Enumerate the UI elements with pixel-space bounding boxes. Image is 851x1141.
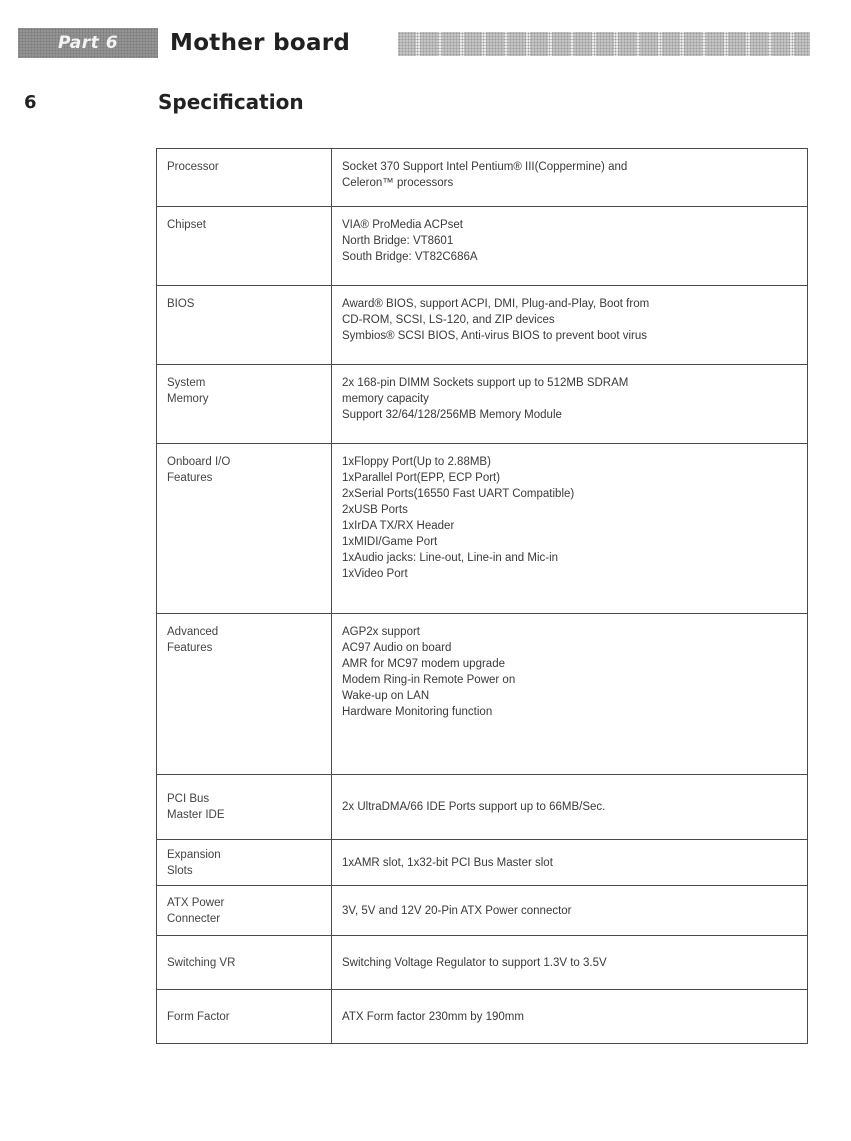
- spec-label: [157, 207, 332, 286]
- spec-value-line: AGP2x support: [342, 626, 420, 638]
- spec-value-line: Celeron™ processors: [342, 177, 454, 189]
- spec-label: [157, 365, 332, 444]
- spec-label-line: Switching VR: [167, 956, 236, 969]
- spec-table: [156, 148, 808, 1044]
- spec-row: [157, 286, 808, 365]
- spec-label: [157, 886, 332, 936]
- spec-value: [332, 365, 808, 444]
- part-title: Mother board: [170, 30, 351, 56]
- spec-value: [332, 149, 808, 207]
- part-label: Part 6: [18, 28, 158, 58]
- spec-value-line: South Bridge: VT82C686A: [342, 251, 478, 263]
- spec-value-line: 2xSerial Ports(16550 Fast UART Compatible): [342, 488, 575, 500]
- spec-value: [332, 207, 808, 286]
- spec-value: [332, 444, 808, 614]
- spec-label: [157, 614, 332, 775]
- spec-label-line: ATX Power: [167, 896, 225, 909]
- spec-label-line: Features: [167, 642, 213, 654]
- spec-label-line: Expansion: [167, 848, 221, 861]
- spec-label-line: Chipset: [167, 219, 206, 231]
- spec-label: [157, 444, 332, 614]
- spec-row: [157, 990, 808, 1044]
- spec-label-line: System: [167, 377, 206, 389]
- spec-row: [157, 365, 808, 444]
- spec-value-line: 1xAMR slot, 1x32-bit PCI Bus Master slot: [342, 856, 553, 869]
- part-header: [18, 28, 810, 60]
- spec-value-line: 3V, 5V and 12V 20-Pin ATX Power connector: [342, 904, 572, 917]
- spec-value: [332, 886, 808, 936]
- spec-row: [157, 886, 808, 936]
- spec-value-line: 1xAudio jacks: Line-out, Line-in and Mic-in: [342, 552, 559, 564]
- spec-label-line: Processor: [167, 161, 219, 173]
- spec-value-line: Switching Voltage Regulator to support 1.3V to 3.5V: [342, 956, 607, 969]
- section-title: Specification: [158, 90, 304, 114]
- spec-label-line: Connecter: [167, 912, 221, 925]
- spec-row: [157, 936, 808, 990]
- spec-value-line: 1xVideo Port: [342, 568, 408, 580]
- spec-label-line: Features: [167, 472, 213, 484]
- spec-label: [157, 840, 332, 886]
- spec-value-line: memory capacity: [342, 393, 429, 405]
- spec-row: [157, 614, 808, 775]
- spec-label-line: PCI Bus: [167, 793, 210, 805]
- spec-value-line: AC97 Audio on board: [342, 642, 452, 654]
- spec-label: [157, 775, 332, 840]
- spec-row: [157, 444, 808, 614]
- spec-value: [332, 775, 808, 840]
- spec-value-line: 2xUSB Ports: [342, 504, 408, 516]
- spec-label-line: Memory: [167, 393, 209, 405]
- spec-label: [157, 990, 332, 1044]
- spec-value-line: Support 32/64/128/256MB Memory Module: [342, 409, 562, 421]
- spec-value-line: Modem Ring-in Remote Power on: [342, 674, 516, 686]
- spec-value-line: 1xIrDA TX/RX Header: [342, 520, 455, 532]
- spec-value: [332, 990, 808, 1044]
- spec-label-line: Advanced: [167, 626, 219, 638]
- spec-value: [332, 614, 808, 775]
- spec-value-line: AMR for MC97 modem upgrade: [342, 658, 505, 670]
- spec-value-line: Socket 370 Support Intel Pentium® III(Coppermine) and: [342, 161, 628, 173]
- spec-value-line: Award® BIOS, support ACPI, DMI, Plug-and-Play, Boot from: [342, 298, 650, 310]
- spec-label-line: Slots: [167, 864, 193, 877]
- spec-value: [332, 286, 808, 365]
- spec-value-line: Wake-up on LAN: [342, 690, 430, 702]
- spec-value: [332, 840, 808, 886]
- spec-label: [157, 286, 332, 365]
- spec-value: [332, 936, 808, 990]
- spec-value-line: 1xFloppy Port(Up to 2.88MB): [342, 456, 491, 468]
- spec-value-line: 2x 168-pin DIMM Sockets support up to 512MB SDRAM: [342, 377, 629, 389]
- spec-value-line: 1xParallel Port(EPP, ECP Port): [342, 472, 501, 484]
- spec-value-line: North Bridge: VT8601: [342, 235, 454, 247]
- spec-value-line: ATX Form factor 230mm by 190mm: [342, 1010, 524, 1023]
- spec-label-line: Onboard I/O: [167, 456, 231, 468]
- section-number: 6: [24, 92, 37, 113]
- spec-row: [157, 775, 808, 840]
- spec-label-line: Form Factor: [167, 1010, 230, 1023]
- spec-row: [157, 149, 808, 207]
- spec-value-line: 2x UltraDMA/66 IDE Ports support up to 66MB/Sec.: [342, 801, 606, 813]
- spec-label-line: Master IDE: [167, 809, 225, 821]
- spec-label: [157, 936, 332, 990]
- spec-value-line: Hardware Monitoring function: [342, 706, 493, 718]
- spec-row: [157, 207, 808, 286]
- spec-value-line: Symbios® SCSI BIOS, Anti-virus BIOS to prevent boot virus: [342, 330, 648, 342]
- header-pattern: [398, 32, 810, 56]
- spec-label-line: BIOS: [167, 298, 195, 310]
- spec-label: [157, 149, 332, 207]
- spec-value-line: VIA® ProMedia ACPset: [342, 219, 463, 231]
- spec-value-line: CD-ROM, SCSI, LS-120, and ZIP devices: [342, 314, 555, 326]
- spec-row: [157, 840, 808, 886]
- spec-value-line: 1xMIDI/Game Port: [342, 536, 438, 548]
